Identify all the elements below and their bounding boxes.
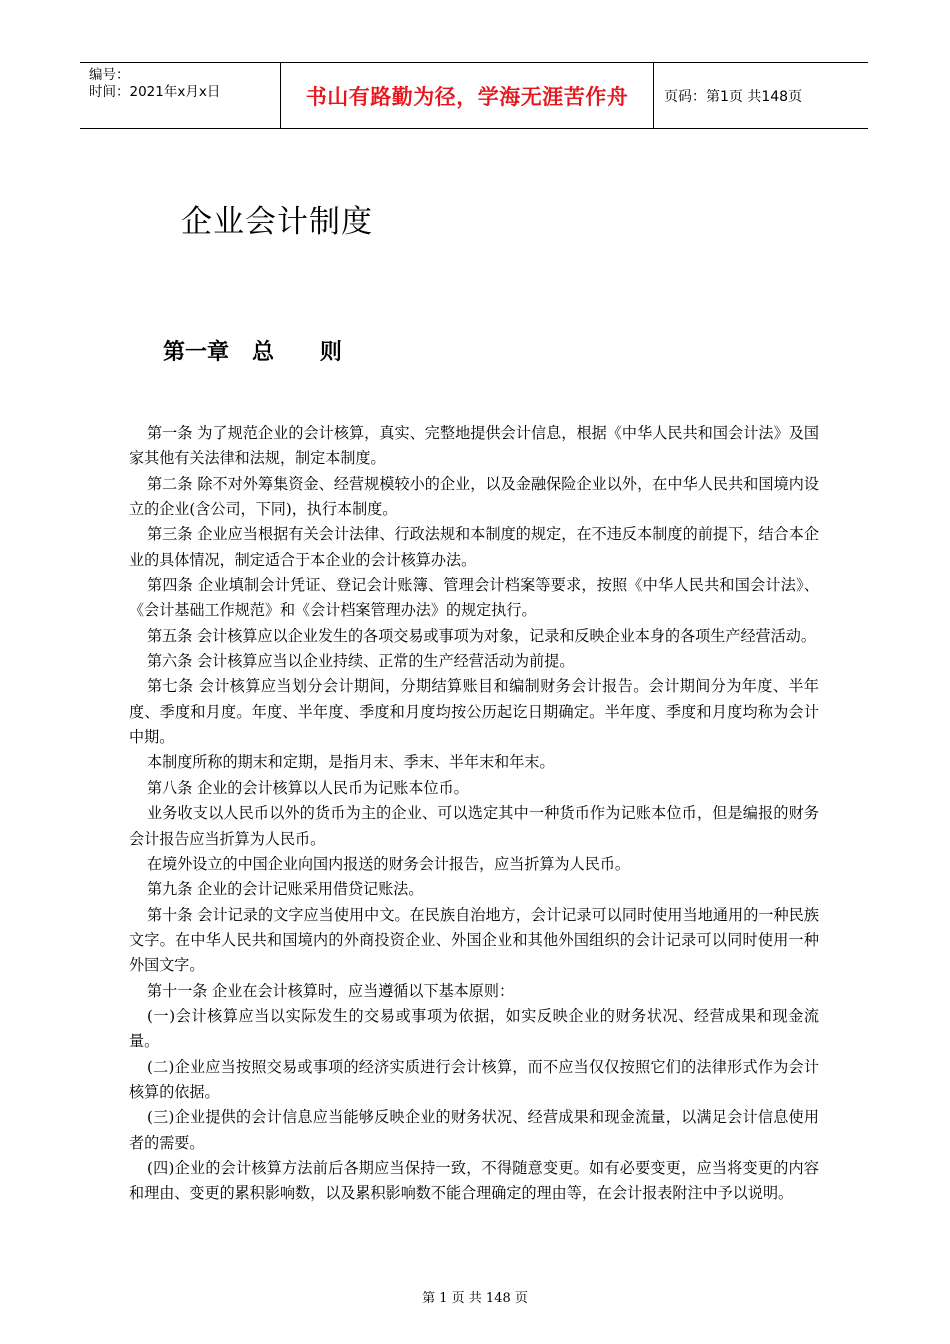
header-meta (80, 63, 280, 128)
document-title: 企业会计制度 (181, 204, 373, 240)
chapter-heading: 第一章 总 则 (163, 340, 342, 365)
paragraph: 在境外设立的中国企业向国内报送的财务会计报告，应当折算为人民币。 (147, 854, 631, 873)
paragraph: (一)会计核算应当以实际发生的交易或事项为依据，如实反映企业的财务状况、经营成果和现金流量。 (129, 1006, 819, 1051)
paragraph: 第一条 为了规范企业的会计核算，真实、完整地提供会计信息，根据《中华人民共和国会计法》及国家其他有关法律和法规，制定本制度。 (129, 424, 819, 468)
page-footer: 第 1 页 共 148 页 (422, 1291, 528, 1306)
paragraph: 本制度所称的期末和定期，是指月末、季末、半年末和年末。 (147, 753, 555, 772)
paragraph: 第二条 除不对外筹集资金、经营规模较小的企业，以及金融保险企业以外，在中华人民共和国境内设立的企业(含公司，下同)，执行本制度。 (129, 474, 819, 519)
paragraph: 第七条 会计核算应当划分会计期间，分期结算账目和编制财务会计报告。会计期间分为年度、半年度、季度和月度。年度、半年度、季度和月度均按公历起讫日期确定。半年度、季度和月度均称为会计中期。 (129, 677, 819, 747)
header-page-info: 页码：第1页 共148页 (664, 88, 803, 105)
document-body (129, 421, 819, 1207)
paragraph: 第十条 会计记录的文字应当使用中文。在民族自治地方，会计记录可以同时使用当地通用的一种民族文字。在中华人民共和国境内的外商投资企业、外国企业和其他外国组织的会计记录可以同时使用一种外国文字。 (129, 905, 819, 975)
paragraph: (二)企业应当按照交易或事项的经济实质进行会计核算，而不应当仅仅按照它们的法律形式作为会计核算的依据。 (129, 1057, 819, 1101)
paragraph: 第八条 企业的会计核算以人民币为记账本位币。 (147, 778, 469, 797)
header-motto-cell (280, 63, 654, 128)
paragraph: 第三条 企业应当根据有关会计法律、行政法规和本制度的规定，在不违反本制度的前提下，结合本企业的具体情况，制定适合于本企业的会计核算办法。 (129, 525, 819, 569)
paragraph: 第九条 企业的会计记账采用借贷记账法。 (147, 880, 424, 899)
paragraph: 第四条 企业填制会计凭证、登记会计账簿、管理会计档案等要求，按照《中华人民共和国会计法》、《会计基础工作规范》和《会计档案管理办法》的规定执行。 (129, 576, 819, 620)
paragraph: (三)企业提供的会计信息应当能够反映企业的财务状况、经营成果和现金流量，以满足会计信息使用者的需要。 (129, 1108, 819, 1152)
document-number-label: 编号： (89, 67, 130, 83)
document-date-label: 时间：2021年x月x日 (89, 84, 221, 100)
paragraph: 业务收支以人民币以外的货币为主的企业、可以选定其中一种货币作为记账本位币，但是编报的财务会计报告应当折算为人民币。 (129, 804, 819, 848)
paragraph: 第十一条 企业在会计核算时，应当遵循以下基本原则： (147, 981, 515, 1000)
page-header (80, 62, 868, 129)
paragraph: 第五条 会计核算应以企业发生的各项交易或事项为对象，记录和反映企业本身的各项生产经营活动。 (147, 626, 816, 645)
header-motto: 书山有路勤为径，学海无涯苦作舟 (305, 84, 629, 109)
paragraph: 第六条 会计核算应当以企业持续、正常的生产经营活动为前提。 (147, 652, 575, 671)
paragraph: (四)企业的会计核算方法前后各期应当保持一致，不得随意变更。如有必要变更，应当将变更的内容和理由、变更的累积影响数，以及累积影响数不能合理确定的理由等，在会计报表附注中予以说明。 (129, 1158, 819, 1203)
